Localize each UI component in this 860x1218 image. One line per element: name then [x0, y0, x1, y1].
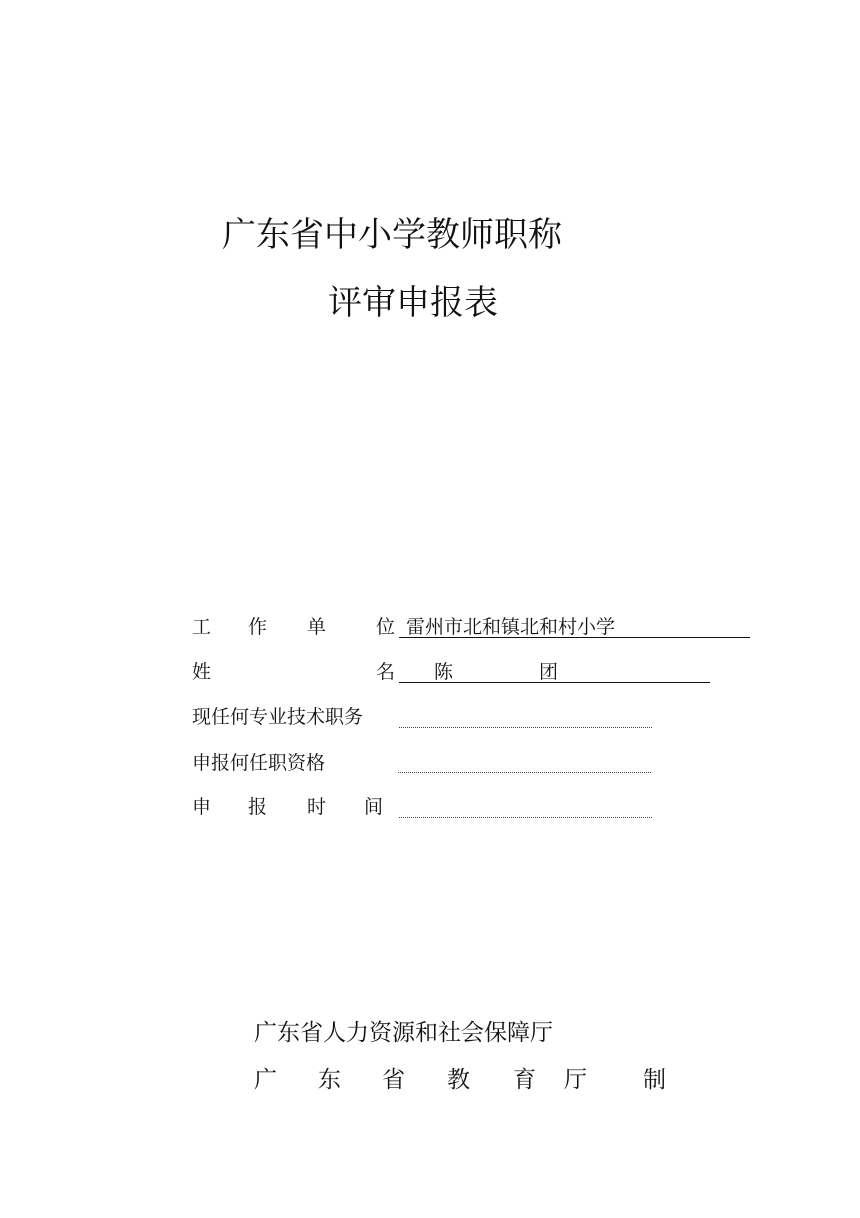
issuer2-char-3: 省	[382, 1067, 405, 1093]
work-unit-label-char-4: 位	[376, 616, 396, 638]
applied-qualification-label: 申报何任职资格	[192, 752, 326, 774]
name-value-char-2: 团	[539, 661, 559, 683]
work-unit-label-char-2: 作	[248, 616, 268, 638]
issuer2-char-5: 育	[513, 1067, 536, 1093]
issuer2-char-6: 厅	[564, 1067, 587, 1093]
issuer-hr-department: 广东省人力资源和社会保障厅	[254, 1020, 553, 1046]
current-title-underline	[399, 727, 652, 728]
work-unit-label-char-3: 单	[307, 616, 327, 638]
work-unit-value: 雷州市北和镇北和村小学	[406, 616, 616, 638]
name-underline	[399, 682, 710, 683]
issuer2-char-1: 广	[254, 1067, 277, 1093]
issuer2-char-4: 教	[447, 1067, 470, 1093]
name-value-char-1: 陈	[434, 661, 454, 683]
application-time-label-char-2: 报	[248, 796, 268, 818]
applied-qualification-underline	[398, 772, 651, 773]
name-label-char-1: 姓	[192, 661, 212, 683]
form-title-line1: 广东省中小学教师职称	[222, 215, 562, 255]
application-time-label-char-4: 间	[364, 796, 384, 818]
issuer2-char-7: 制	[643, 1067, 666, 1093]
issuer2-char-2: 东	[318, 1067, 341, 1093]
application-time-label-char-3: 时	[307, 796, 327, 818]
form-title-line2: 评审申报表	[328, 283, 498, 323]
name-label-char-2: 名	[376, 661, 396, 683]
application-time-label-char-1: 申	[192, 796, 212, 818]
work-unit-label-char-1: 工	[192, 616, 212, 638]
work-unit-underline	[399, 637, 750, 638]
application-time-underline	[399, 817, 652, 818]
current-title-label: 现任何专业技术职务	[192, 706, 364, 728]
